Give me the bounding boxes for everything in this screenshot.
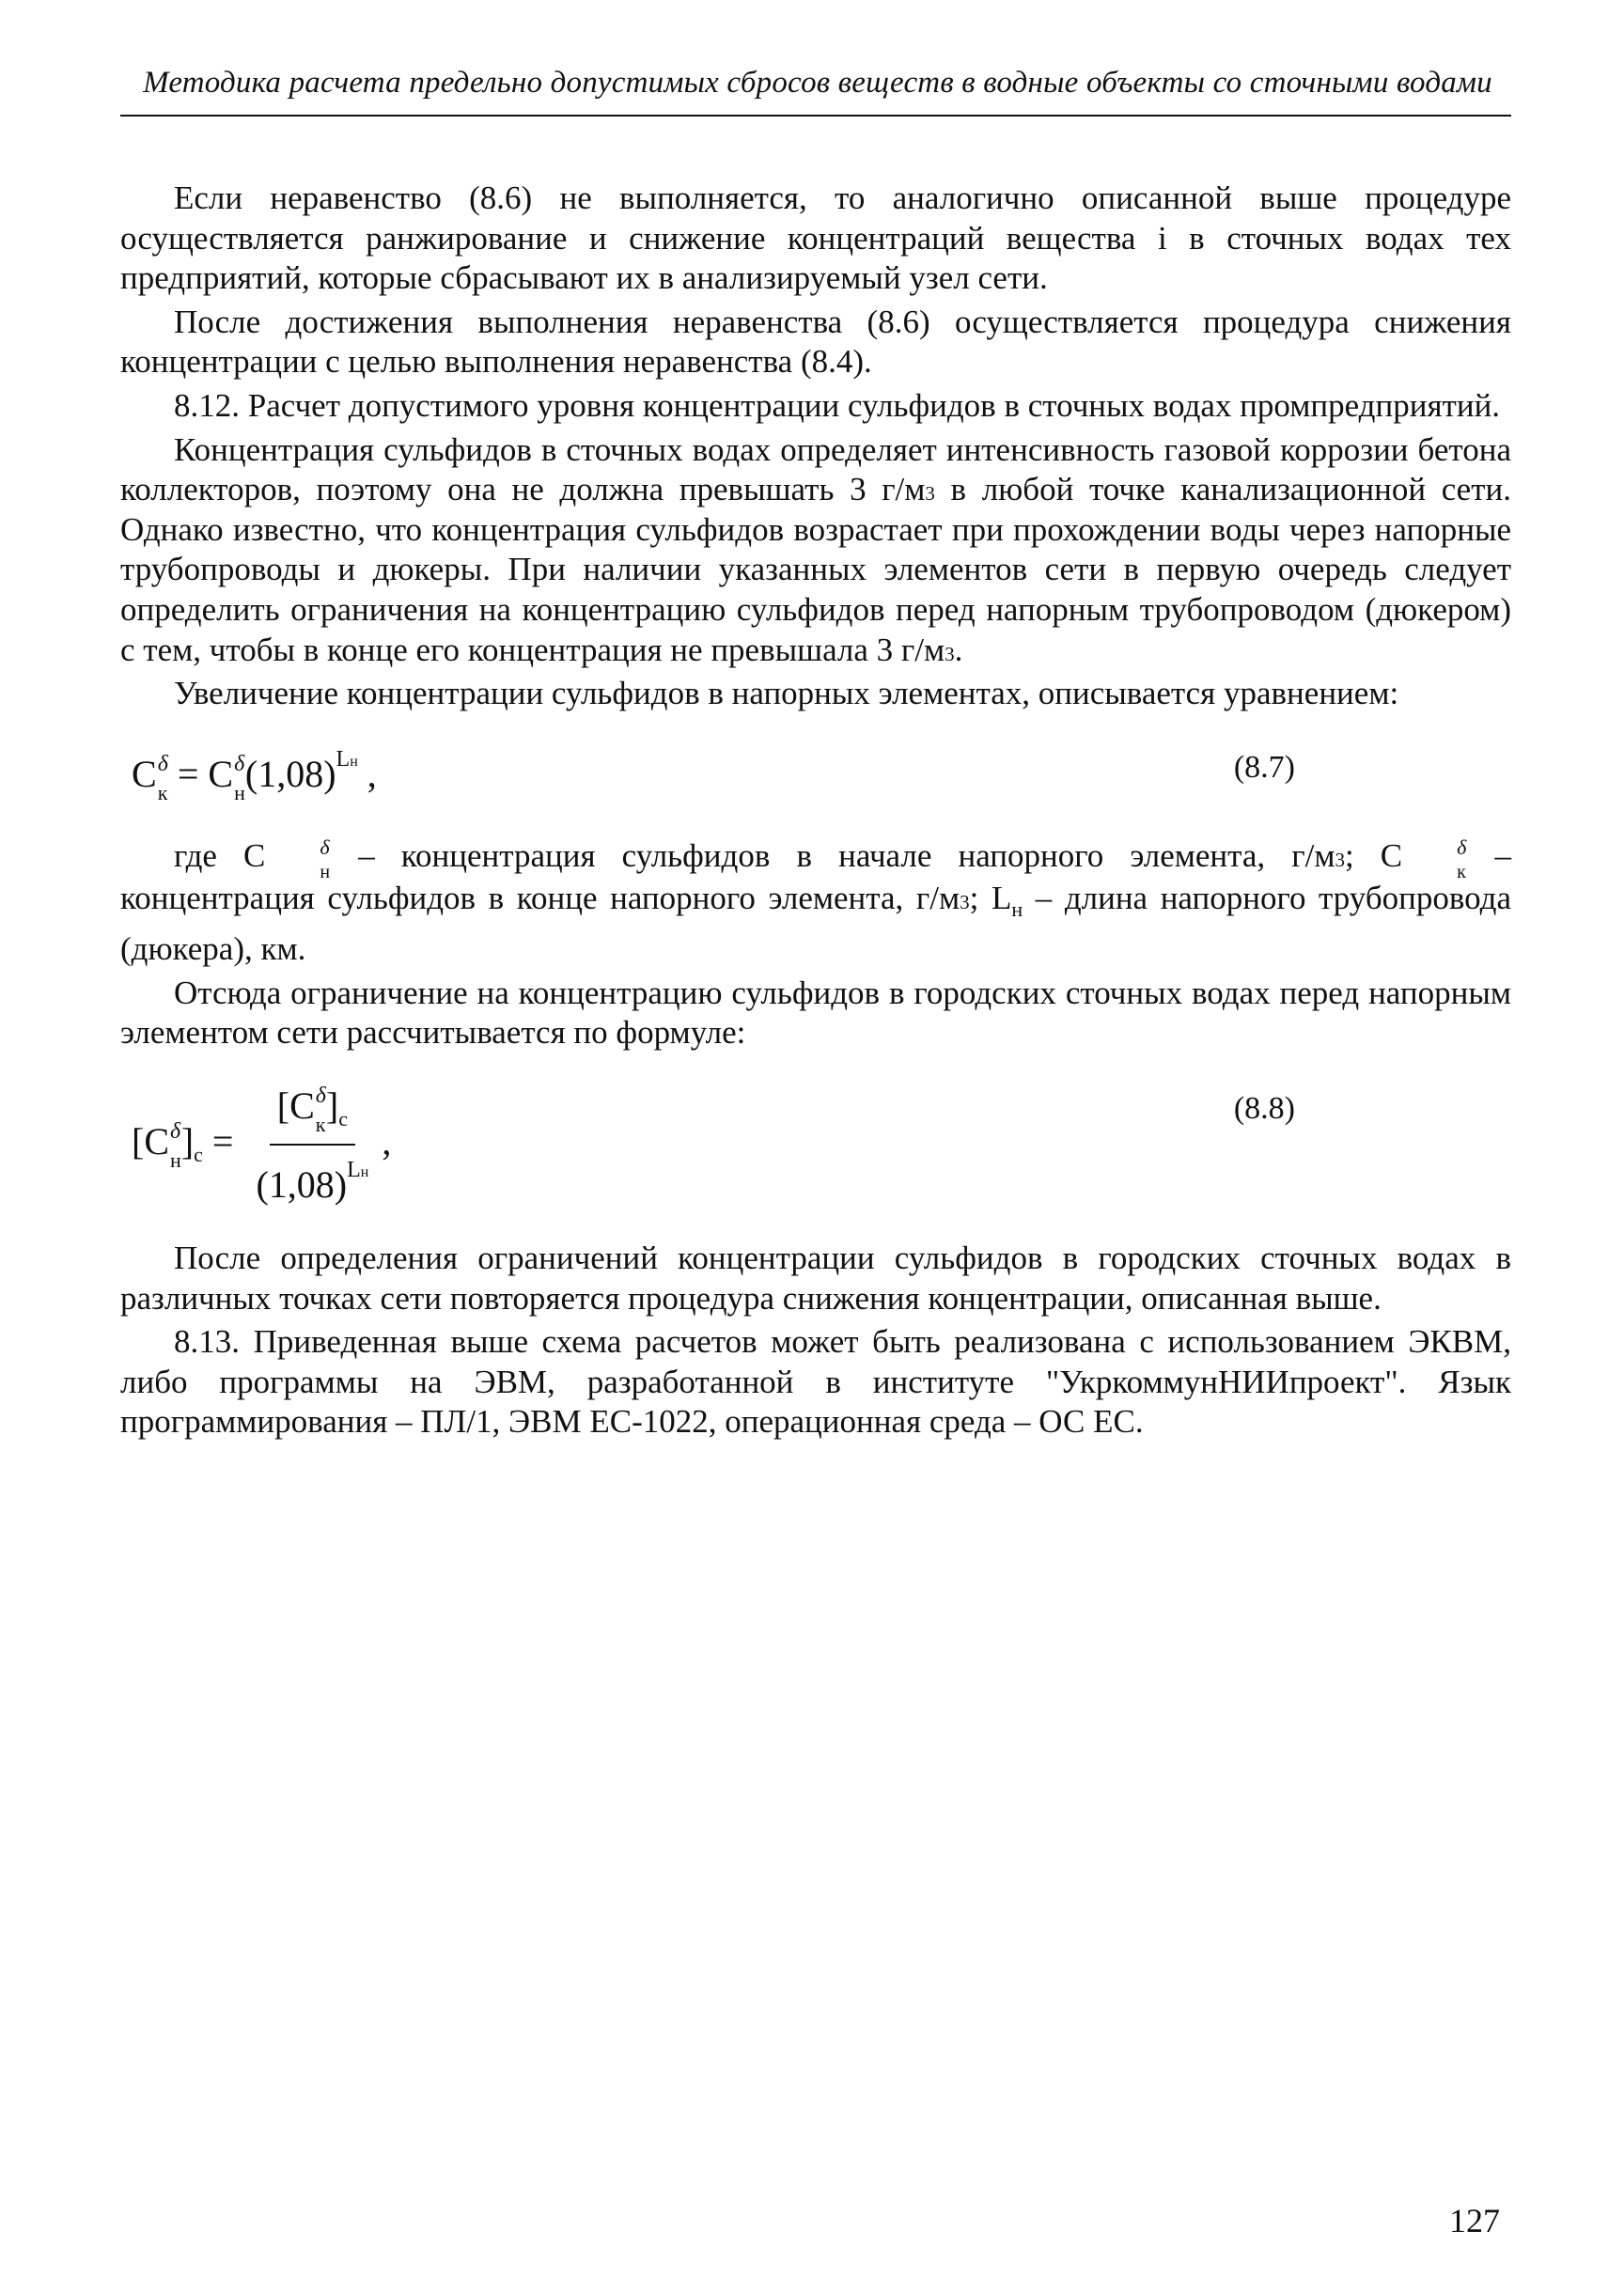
exponent-l: Lн xyxy=(347,1158,369,1183)
paragraph-after-limits: После определения ограничений концентрации сульфидов в городских сточных водах в различных точках сети повторяется процедура снижения концентрации, описанная выше. xyxy=(120,1240,1511,1317)
index-stack: δ н xyxy=(320,835,331,882)
symbol-c: C xyxy=(144,1120,170,1163)
page-number: 127 xyxy=(1449,2202,1500,2239)
exponent-l: Lн xyxy=(336,746,358,772)
index-stack: δ к xyxy=(315,1083,326,1136)
index-stack: δ н xyxy=(234,751,245,804)
cube-superscript: 3 xyxy=(925,482,935,506)
sulfide-text-b: в любой точке канализационной сети. Однако известно, что концентрация сульфидов возрастает при прохождении воды через напорные трубопроводы и дюкеры. При наличии указанных элементов сети в первую очередь следует определить ограничения на концентрацию сульфидов перед напорным трубопроводом (дюкером) с тем, чтобы в конце его концентрация не превышала 3 г/м xyxy=(120,471,1511,668)
sulfide-text-a: Концентрация сульфидов в сточных водах определяет интенсивность газовой коррозии бетона коллекторов, поэтому она не должна превышать 3 г/м xyxy=(120,430,1511,508)
fraction-numerator: [C δ к ]$_с$ xyxy=(270,1087,355,1146)
index-stack: δ к xyxy=(1457,835,1467,882)
symbol-c: C xyxy=(208,752,234,795)
symbol-c: C xyxy=(132,752,157,795)
paragraph-inequality-not-met: Если неравенство (8.6) не выполняется, то аналогично описанной выше процедуре осуществляется ранжирование и снижение концентраций вещества i в сточных водах тех предприятий, которые сбрасывают их в анализируемый узел сети. xyxy=(120,179,1511,297)
cube-superscript: 3 xyxy=(960,890,970,913)
equation-number-8-7: (8.7) xyxy=(1233,749,1295,785)
section-8-12-heading: 8.12. Расчет допустимого уровня концентрации сульфидов в сточных водах промпредприятий. xyxy=(174,386,1501,424)
running-header: Методика расчета предельно допустимых сбросов веществ в водные объекты со сточными водами xyxy=(143,66,1492,100)
index-stack: δ к xyxy=(157,751,168,804)
equation-number-8-8: (8.8) xyxy=(1233,1091,1295,1127)
cube-superscript: 3 xyxy=(1335,848,1345,871)
cube-superscript: 3 xyxy=(945,642,955,665)
formula-8-8-row xyxy=(120,1070,1511,1225)
formula-8-8: [C δ н ]$_с$ = [C δ к ]$_с$ $(1,08)^{Lн}$ , xyxy=(132,1083,392,1207)
index-stack: δ н xyxy=(170,1119,181,1173)
paragraph-sulfide-concentration xyxy=(120,430,1511,671)
fraction-denominator: $(1,08)^{Lн}$ xyxy=(256,1158,369,1207)
header-rule xyxy=(120,115,1511,117)
formula-8-7-row xyxy=(120,731,1511,825)
section-8-13: 8.13. Приведенная выше схема расчетов может быть реализована с использованием ЭКВМ, либо программы на ЭВМ, разработанной в институте "УкркоммунНИИпроект". Язык программирования – ПЛ/1, ЭВМ ЕС-1022, операционная среда – ОС ЕС. xyxy=(120,1323,1511,1441)
fraction xyxy=(248,1083,376,1207)
body-text xyxy=(120,179,1511,1446)
paragraph-equation-intro: Увеличение концентрации сульфидов в напорных элементах, описывается уравнением: xyxy=(174,675,1399,712)
paragraph-after-inequality: После достижения выполнения неравенства (8.6) осуществляется процедура снижения концентрации с целью выполнения неравенства (8.4). xyxy=(120,303,1511,381)
paragraph-where: где C δ н – концентрация сульфидов в начале напорного элемента, $г/м^3$; C δ к – концентрация сульфидов в конце напорного элемента, $г/м^3$; $L_н$ – длина напорного трубопровода (дюкера), км. xyxy=(120,835,1512,968)
paragraph-limit-intro: Отсюда ограничение на концентрацию сульфидов в городских сточных водах перед напорным элементом сети рассчитывается по формуле: xyxy=(120,974,1511,1052)
sulfide-text-c: . xyxy=(954,631,963,668)
formula-8-7: C δ к = C δ н $(1,08)^{Lн}$ , xyxy=(132,746,377,804)
